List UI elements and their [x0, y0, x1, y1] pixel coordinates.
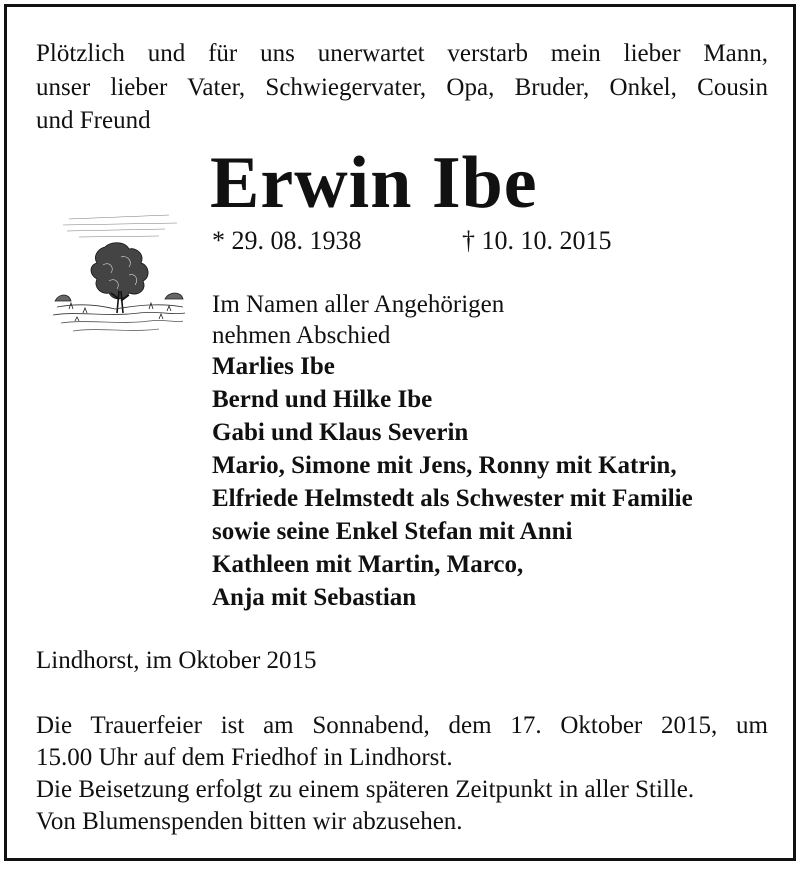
- intro-line-1: Plötzlich und für uns unerwartet verstarb mein lieber Mann,: [36, 40, 768, 67]
- mourners-intro-2: nehmen Abschied: [212, 322, 391, 349]
- obituary-notice: [4, 4, 796, 861]
- intro-line-2: unser lieber Vater, Schwiegervater, Opa, Bruder, Onkel, Cousin: [36, 74, 768, 101]
- birth-date: * 29. 08. 1938: [212, 226, 362, 255]
- place-date: Lindhorst, im Oktober 2015: [36, 647, 317, 674]
- deceased-name: Erwin Ibe: [210, 142, 538, 224]
- mourner-line: sowie seine Enkel Stefan mit Anni: [212, 518, 573, 545]
- mourner-line: Elfriede Helmstedt als Schwester mit Familie: [212, 485, 693, 512]
- mourner-line: Mario, Simone mit Jens, Ronny mit Katrin,: [212, 452, 677, 479]
- funeral-info-line-4: Von Blumenspenden bitten wir abzusehen.: [36, 808, 463, 835]
- funeral-info-line-2: 15.00 Uhr auf dem Friedhof in Lindhorst.: [36, 744, 453, 771]
- death-date: † 10. 10. 2015: [462, 226, 612, 255]
- intro-line-3: und Freund: [36, 107, 151, 134]
- mourner-line: Bernd und Hilke Ibe: [212, 386, 433, 413]
- mourner-line: Marlies Ibe: [212, 353, 335, 380]
- tree-landscape-image: [49, 205, 189, 345]
- mourner-line: Gabi und Klaus Severin: [212, 419, 469, 446]
- mourner-line: Kathleen mit Martin, Marco,: [212, 551, 524, 578]
- mourners-intro-1: Im Namen aller Angehörigen: [212, 291, 505, 318]
- mourner-line: Anja mit Sebastian: [212, 584, 417, 611]
- funeral-info-line-3: Die Beisetzung erfolgt zu einem späteren Zeitpunkt in aller Stille.: [36, 776, 695, 803]
- funeral-info-line-1: Die Trauerfeier ist am Sonnabend, dem 17. Oktober 2015, um: [36, 712, 768, 739]
